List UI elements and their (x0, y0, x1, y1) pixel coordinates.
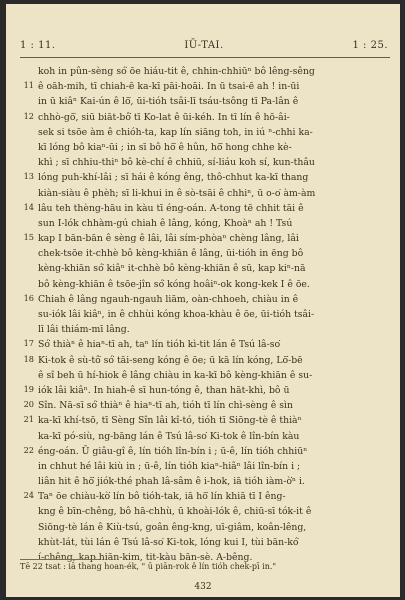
line-text: su-iók lâi kiâⁿ, in ê chhùi kóng khoa-khàu ê ōe, ūi-tióh tsâi- (38, 309, 315, 320)
text-line (18, 79, 390, 94)
verse-number: 14 (23, 201, 34, 212)
scripture-text (18, 64, 390, 565)
header-right-reference: 1 : 25. (352, 40, 388, 51)
text-line (18, 337, 390, 352)
page-number: 432 (194, 582, 212, 592)
line-text: éng-oán. Ū giâu-gî ê, lín tióh lîn-bín i ; ū-ê, lín tióh chhiūⁿ (38, 445, 308, 457)
line-text: lâu teh thèng-hāu in kàu tī éng-oán. A-tong tē chhit tāi ê (38, 202, 304, 214)
text-line (18, 429, 390, 444)
line-text: ka-kī pó-siù, ng-bāng lán ê Tsú lâ-so͘ Ki-tok ê lîn-bín kàu (38, 430, 300, 442)
text-line (18, 504, 390, 519)
verse-number: 12 (23, 110, 34, 121)
text-line (18, 520, 390, 535)
text-line (18, 110, 390, 125)
line-text: kng ê bīn-chêng, bô hā-chhù, ū khoài-lók ê, chiū-sī tók-it ê (38, 506, 312, 518)
line-text: lóng puh-khí-lâi ; sī hái ê kóng êng, thô-chhut ka-kī thang (38, 172, 309, 184)
text-line (18, 383, 390, 398)
text-line (18, 353, 390, 368)
line-text: ê sî beh ū hí-hiok ê lâng chiàu in ka-kī bô kèng-khiān ê su- (38, 369, 313, 381)
line-text: in chhut hé lâi kiù in ; ū-ê, lín tióh kiaⁿ-hiâⁿ lâi lîn-bín i ; (38, 460, 301, 472)
line-text: koh in pûn-sèng só͘ ōe hiáu-tit ê, chhin-chhiūⁿ bô lêng-sêng (38, 66, 315, 77)
line-text: kī lóng bô kiaⁿ-ūi ; in sī bô hō͘ ê hûn, hō͘ hong chhe kè- (38, 141, 292, 153)
line-text: Só͘ thiàⁿ ê hiaⁿ-tī ah, taⁿ lín tióh kì-tit lán ê Tsú lâ-so͘ (38, 339, 281, 351)
text-line (18, 474, 390, 489)
line-text: ê oāh-mih, tī chiah-ē ka-kī pāi-hoāi. In ū tsai-ē ah ! in-ūi (38, 81, 300, 93)
verse-number: 21 (23, 414, 34, 425)
line-text: chhò-gō͘, siū biāt-bô͘ tī Ko-lat ê ūi-kéh. In tī lín ê hō-âi- (38, 111, 290, 123)
text-line (18, 535, 390, 550)
text-line (18, 64, 390, 79)
line-text: chek-tsōe it-chhè bô kèng-khiān ê lâng, ūi-tióh in ēng bô (38, 248, 304, 260)
verse-number: 20 (23, 399, 34, 410)
line-text: Taⁿ ōe chiàu-kò͘ lín bô tióh-tak, iā hō͘ lín khiā tī I êng- (38, 491, 286, 503)
text-line (18, 322, 390, 337)
verse-number: 19 (23, 383, 34, 394)
book-page (6, 4, 400, 597)
verse-number: 18 (23, 353, 34, 364)
verse-number: 11 (23, 80, 34, 91)
verse-number: 22 (23, 444, 34, 455)
line-text: khùt-lát, tùi lán ê Tsú lâ-so͘ Ki-tok, lóng kui I, tùi bān-kó͘ (38, 536, 299, 548)
text-line (18, 155, 390, 170)
verse-number: 13 (23, 171, 34, 182)
header-rule (20, 57, 390, 58)
line-text: kap I bān-bān ê sèng ê lâi, lâi sím-phòaⁿ chèng lâng, lâi (38, 233, 299, 245)
line-text: khì ; sī chhiu-thiⁿ bô kè-chí ê chhiū, sí-liáu koh sí, kun-thâu (38, 157, 315, 169)
line-text: Ki-tok ê sù-tô͘ só͘ tāi-seng kóng ê ōe; ū kā lín kóng, Lō͘-bē (38, 354, 303, 366)
verse-number: 24 (23, 490, 34, 501)
header-left-reference: 1 : 11. (20, 40, 56, 51)
line-text: Chiah ê lâng ngauh-ngauh liām, oàn-chhoeh, chiàu in ê (38, 293, 299, 305)
footnote: Tē 22 tsat : iā thang hoan-ék, " ū piān-rok ê lín tióh chek-pī in." (20, 562, 277, 571)
text-line (18, 170, 390, 185)
running-header (20, 40, 388, 54)
text-line (18, 413, 390, 428)
text-line (18, 261, 390, 276)
line-text: sek si tsōe àm ê chióh-ta, kap lín siāng toh, in iú ⁿ-chhi ka- (38, 126, 313, 138)
line-text: sun I-lók chhàm-gú chiah ê lâng, kóng, Khoàⁿ ah ! Tsú (38, 217, 293, 229)
verse-number: 17 (23, 338, 34, 349)
line-text: iók lâi kiâⁿ. In hiah-ê sī hun-tóng ê, than hāt-khì, bô ū (38, 384, 290, 396)
text-line (18, 94, 390, 109)
text-line (18, 125, 390, 140)
line-text: kèng-khiān só͘ kiâⁿ it-chhè bô kèng-khiān ê sū, kap kiⁿ-nā (38, 263, 306, 275)
text-line (18, 186, 390, 201)
text-line (18, 398, 390, 413)
line-text: í-chêng, kap hiān-kim, tit-kàu bān-sè. A-bêng. (38, 552, 253, 563)
text-line (18, 231, 390, 246)
line-text: ka-kī khí-tsō, tī Sèng Sîn lâi kî-tó, tióh tī Siōng-tè ê thiàⁿ (38, 415, 302, 427)
line-text: kiàn-siàu ê phèh; sī li-khui in ê sò-tsāi ê chhiⁿ, ū o-o͘ àm-àm (38, 187, 316, 199)
text-line (18, 368, 390, 383)
header-book-title: IŪ-TAI. (184, 40, 224, 51)
line-text: liân hit ê hō͘ jiók-thé phah lâ-sâm ê i-hok, iā tióh iàm-ò͘ⁿ i. (38, 476, 305, 488)
line-text: lī lâi thiám-mī lâng. (38, 324, 130, 336)
verse-number: 16 (23, 292, 34, 303)
verse-number: 15 (23, 232, 34, 243)
text-line (18, 216, 390, 231)
line-text: Sîn. Nā-sī só͘ thiàⁿ ê hiaⁿ-tī ah, tióh tī lín chì-sèng ê sìn (38, 400, 293, 412)
text-line (18, 201, 390, 216)
text-line (18, 459, 390, 474)
text-line (18, 140, 390, 155)
line-text: Siōng-tè lán ê Kiù-tsú, goân êng-kng, uī-giâm, koân-lêng, (38, 521, 307, 533)
line-text: in ū kiâⁿ Kai-ún ê lō͘, ūi-tióh tsâi-lī tsáu-tsông tī Pa-lân ê (38, 96, 299, 108)
text-line (18, 292, 390, 307)
text-line (18, 246, 390, 261)
line-text: bô kèng-khiān ê tsōe-jîn só͘ kóng hoâiⁿ-ok kong-kek I ê ōe. (38, 278, 310, 290)
text-line (18, 277, 390, 292)
text-line (18, 444, 390, 459)
footnote-rule (20, 559, 100, 560)
text-line (18, 489, 390, 504)
text-line (18, 307, 390, 322)
